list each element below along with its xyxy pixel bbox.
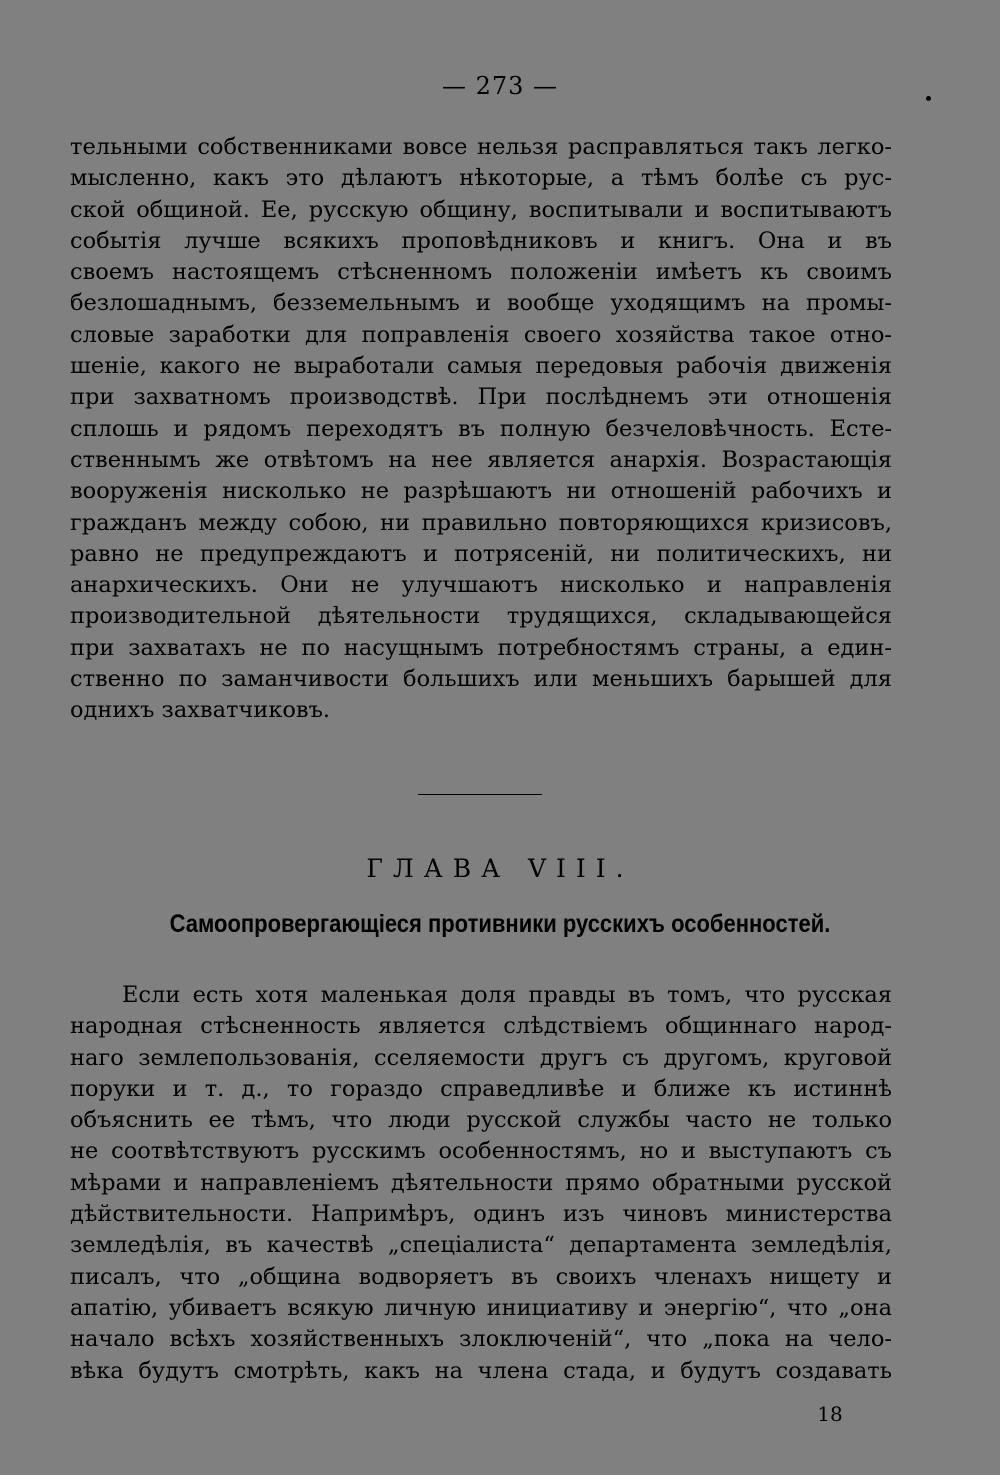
text-line: сплошь и рядомъ переходятъ въ полную безчеловѣчность. Есте-: [70, 415, 892, 442]
text-line: ственнымъ же отвѣтомъ на нее является анархія. Возрастающія: [70, 446, 892, 473]
text-line: ственно по заманчивости большихъ или меньшихъ барышей для: [70, 666, 892, 693]
text-line: при захватахъ не по насущнымъ потребностямъ страны, а един-: [70, 634, 892, 661]
text-line: анархическихъ. Они не улучшаютъ нисколько и направленія: [70, 572, 892, 599]
text-line: безлошаднымъ, безземельнымъ и вообще уходящимъ на промы-: [70, 290, 892, 317]
text-line: шеніе, какого не выработали самыя передовыя рабочія движенія: [70, 353, 892, 380]
text-line: объяснить ее тѣмъ, что люди русской службы часто не только: [70, 1107, 892, 1134]
text-line: писалъ, что „община водворяетъ въ своихъ членахъ нищету и: [70, 1263, 892, 1290]
paragraph-2: [70, 980, 892, 1387]
chapter-title: Самоопровергающіеся противники русскихъ особенностей.: [169, 910, 831, 938]
text-line: своемъ настоящемъ стѣсненномъ положеніи имѣетъ къ своимъ: [70, 259, 892, 286]
text-line: дѣйствительности. Напримѣръ, одинъ изъ чиновъ министерства: [70, 1201, 892, 1228]
text-line: поруки и т. д., то гораздо справедливѣе и ближе къ истиннѣ: [70, 1075, 892, 1102]
text-line: апатію, убиваетъ всякую личную инициативу и энергію“, что „она: [70, 1294, 892, 1321]
text-line: событія лучше всякихъ проповѣдниковъ и книгъ. Она и въ: [70, 227, 892, 254]
text-line: Если есть хотя маленькая доля правды въ томъ, что русская: [122, 982, 892, 1008]
text-line: начало всѣхъ хозяйственныхъ злоключеній“, что „пока на чело-: [70, 1326, 892, 1353]
text-line: гражданъ между собою, ни правильно повторяющихся кризисовъ,: [70, 509, 892, 536]
text-line: при захватномъ производствѣ. При послѣднемъ эти отношенія: [70, 384, 892, 411]
paragraph-1: [70, 132, 892, 727]
printer-signature-mark: 18: [817, 1402, 843, 1426]
text-line: ской общиной. Ее, русскую общину, воспитывали и воспитываютъ: [70, 196, 892, 223]
text-line: не соотвѣтствуютъ русскимъ особенностямъ, но и выступаютъ съ: [70, 1138, 892, 1165]
text-line: вѣка будутъ смотрѣть, какъ на члена стада, и будутъ создавать: [70, 1357, 892, 1384]
text-line: производительной дѣятельности трудящихся, складывающейся: [70, 603, 892, 630]
text-line: земледѣлія, въ качествѣ „спеціалиста“ департамента земледѣлія,: [70, 1232, 892, 1259]
text-line: мысленно, какъ это дѣлаютъ нѣкоторые, а тѣмъ болѣе съ рус-: [70, 165, 892, 192]
text-line: мѣрами и направленіемъ дѣятельности прямо обратными русской: [70, 1169, 892, 1196]
print-speck: [926, 96, 931, 101]
section-separator: [418, 794, 542, 795]
text-line: народная стѣсненность является слѣдствіемъ общиннаго народ-: [70, 1013, 892, 1040]
page-number: — 273 —: [441, 72, 559, 100]
chapter-heading: ГЛАВА VIII.: [366, 854, 634, 883]
text-line: наго землепользованія, сселяемости другъ съ другомъ, круговой: [70, 1044, 892, 1071]
text-line: тельными собственниками вовсе нельзя расправляться такъ легко-: [70, 134, 892, 160]
text-line: однихъ захватчиковъ.: [70, 697, 331, 724]
text-line: вооруженія нисколько не разрѣшаютъ ни отношеній рабочихъ и: [70, 478, 892, 505]
text-line: словые заработки для поправленія своего хозяйства такое отно-: [70, 321, 892, 348]
text-line: равно не предупреждаютъ и потрясеній, ни политическихъ, ни: [70, 540, 892, 567]
